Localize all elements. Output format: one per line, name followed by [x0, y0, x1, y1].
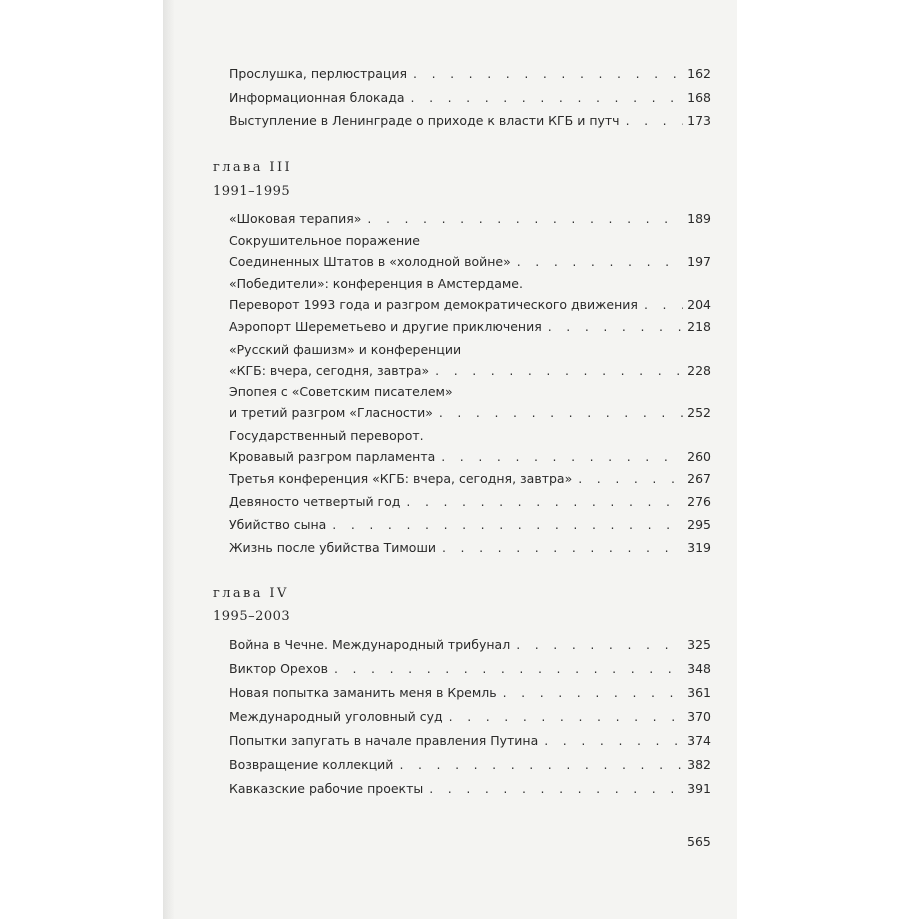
toc-leader-dots	[503, 682, 684, 703]
toc-leader-dots	[449, 706, 683, 727]
toc-leader-dots	[548, 316, 683, 337]
toc-entry	[229, 514, 711, 535]
toc-leader-dots	[435, 360, 683, 381]
toc-leader-dots	[367, 208, 683, 229]
toc-entry	[229, 706, 711, 727]
toc-entry-title-cont: Переворот 1993 года и разгром демократического движения	[229, 297, 638, 312]
toc-entry-page: 204	[687, 297, 711, 312]
toc-entry-title: Попытки запугать в начале правления Путина	[229, 733, 539, 748]
toc-entry-page: 295	[687, 517, 711, 532]
toc-entry	[229, 425, 711, 467]
toc-entry	[229, 273, 711, 315]
toc-leader-dots	[439, 402, 683, 423]
toc-entry	[229, 730, 711, 751]
toc-leader-dots	[578, 468, 683, 489]
toc-entry-title: Убийство сына	[229, 517, 327, 532]
toc-entry	[229, 491, 711, 512]
toc-entry-page: 361	[687, 685, 711, 700]
page-number: 565	[687, 834, 711, 849]
toc-leader-dots	[413, 63, 683, 84]
toc-entry-title-cont: «КГБ: вчера, сегодня, завтра»	[229, 363, 430, 378]
chapter-label: глава IV	[213, 586, 289, 601]
toc-entry-title: «Русский фашизм» и конференции	[229, 342, 462, 357]
toc-entry	[229, 468, 711, 489]
toc-entry	[229, 208, 711, 229]
toc-entry-title: Сокрушительное поражение	[229, 233, 420, 248]
toc-entry	[229, 110, 711, 131]
toc-entry-title-cont: Кровавый разгром парламента	[229, 449, 436, 464]
chapter-label: глава III	[213, 160, 293, 175]
toc-entry-title: «Победители»: конференция в Амстердаме.	[229, 276, 523, 291]
toc-leader-dots	[544, 730, 683, 751]
book-page	[163, 0, 737, 919]
toc-entry-title: Третья конференция «КГБ: вчера, сегодня, завтра»	[229, 471, 573, 486]
toc-leader-dots	[441, 446, 683, 467]
toc-entry-page: 189	[687, 211, 711, 226]
toc-entry-page: 391	[687, 781, 711, 796]
toc-entry	[229, 87, 711, 108]
toc-entry-title-cont: и третий разгром «Гласности»	[229, 405, 433, 420]
toc-entry	[229, 634, 711, 655]
toc-entry-title: Девяносто четвертый год	[229, 494, 401, 509]
toc-entry-title: Информационная блокада	[229, 90, 405, 105]
toc-entry	[229, 316, 711, 337]
toc-entry-title: Виктор Орехов	[229, 661, 328, 676]
toc-entry-title: Международный уголовный суд	[229, 709, 443, 724]
toc-entry-title: Война в Чечне. Международный трибунал	[229, 637, 511, 652]
toc-entry	[229, 682, 711, 703]
toc-entry	[229, 381, 711, 423]
toc-entry-title: «Шоковая терапия»	[229, 211, 362, 226]
toc-entry-page: 319	[687, 540, 711, 555]
toc-entry-title: Новая попытка заманить меня в Кремль	[229, 685, 497, 700]
toc-entry	[229, 658, 711, 679]
toc-entry-title: Возвращение коллекций	[229, 757, 394, 772]
toc-entry	[229, 778, 711, 799]
chapter-years: 1991–1995	[213, 184, 291, 199]
toc-entry-title: Государственный переворот.	[229, 428, 424, 443]
toc-leader-dots	[644, 294, 683, 315]
toc-leader-dots	[517, 251, 683, 272]
toc-entry	[229, 537, 711, 558]
toc-entry-title: Жизнь после убийства Тимоши	[229, 540, 437, 555]
toc-entry-page: 252	[687, 405, 711, 420]
toc-entry-page: 197	[687, 254, 711, 269]
toc-entry-page: 228	[687, 363, 711, 378]
toc-entry-page: 260	[687, 449, 711, 464]
toc-leader-dots	[411, 87, 684, 108]
toc-leader-dots	[516, 634, 683, 655]
toc-leader-dots	[442, 537, 683, 558]
toc-entry-title-cont: Соединенных Штатов в «холодной войне»	[229, 254, 511, 269]
toc-entry-title: Эпопея с «Советским писателем»	[229, 384, 453, 399]
toc-entry-title: Выступление в Ленинграде о приходе к власти КГБ и путч	[229, 113, 620, 128]
toc-leader-dots	[334, 658, 683, 679]
toc-entry-title: Аэропорт Шереметьево и другие приключения	[229, 319, 542, 334]
toc-leader-dots	[429, 778, 683, 799]
toc-entry	[229, 754, 711, 775]
toc-entry-title: Прослушка, перлюстрация	[229, 66, 408, 81]
toc-entry-page: 325	[687, 637, 711, 652]
toc-entry-page: 218	[687, 319, 711, 334]
toc-leader-dots	[332, 514, 683, 535]
toc-entry	[229, 63, 711, 84]
table-of-contents	[163, 0, 737, 919]
toc-entry-page: 267	[687, 471, 711, 486]
toc-entry-page: 382	[687, 757, 711, 772]
toc-leader-dots	[406, 491, 683, 512]
toc-entry-page: 276	[687, 494, 711, 509]
toc-leader-dots	[626, 110, 684, 131]
toc-entry-title: Кавказские рабочие проекты	[229, 781, 424, 796]
toc-entry-page: 173	[687, 113, 711, 128]
toc-entry-page: 348	[687, 661, 711, 676]
chapter-years: 1995–2003	[213, 609, 291, 624]
toc-entry-page: 168	[687, 90, 711, 105]
toc-entry-page: 162	[687, 66, 711, 81]
toc-leader-dots	[399, 754, 683, 775]
toc-entry-page: 370	[687, 709, 711, 724]
toc-entry	[229, 339, 711, 381]
toc-entry-page: 374	[687, 733, 711, 748]
toc-entry	[229, 230, 711, 272]
